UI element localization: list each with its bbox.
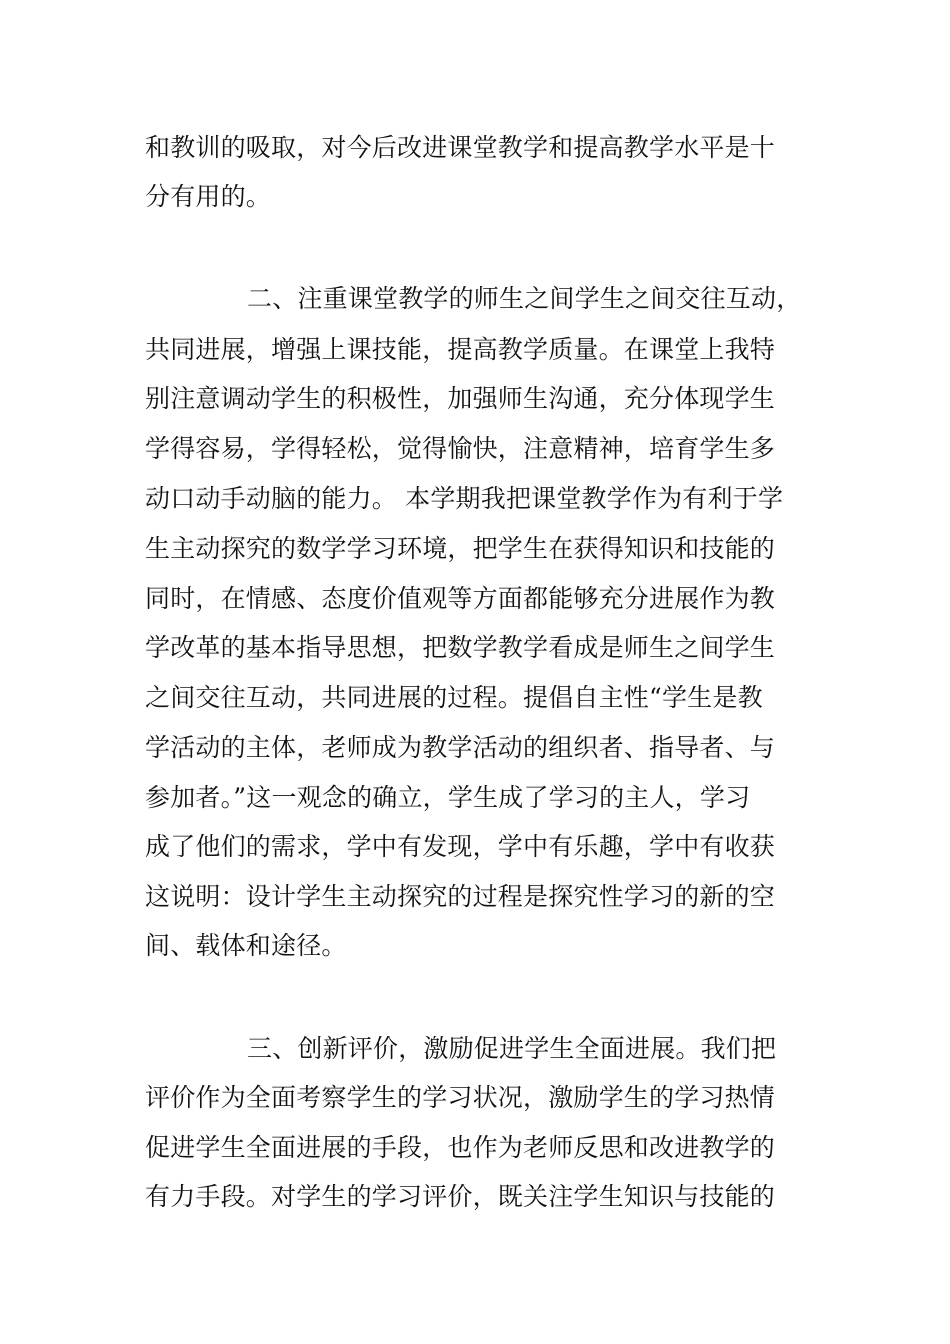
text-line: 动口动手动脑的能力。 本学期我把课堂教学作为有利于学 bbox=[145, 484, 784, 513]
text-line: 有力手段。对学生的学习评价，既关注学生知识与技能的 bbox=[145, 1182, 776, 1211]
text-line: 促进学生全面进展的手段，也作为老师反思和改进教学的 bbox=[145, 1133, 776, 1162]
text-line: 学得容易，学得轻松，觉得愉快，注意精神，培育学生多 bbox=[145, 434, 776, 463]
text-line: 生主动探究的数学学习环境，把学生在获得知识和技能的 bbox=[145, 534, 776, 563]
text-line: 评价作为全面考察学生的学习状况，激励学生的学习热情 bbox=[145, 1083, 776, 1112]
text-line: 三、创新评价，激励促进学生全面进展。我们把 bbox=[247, 1034, 777, 1063]
text-line: 别注意调动学生的积极性，加强师生沟通，充分体现学生 bbox=[145, 384, 776, 413]
text-line: 同时，在情感、态度价值观等方面都能够充分进展作为教 bbox=[145, 584, 776, 613]
text-line: 共同进展，增强上课技能，提高教学质量。在课堂上我特 bbox=[145, 335, 776, 364]
text-line: 学改革的基本指导思想，把数学教学看成是师生之间学生 bbox=[145, 633, 776, 662]
text-line: 这说明：设计学生主动探究的过程是探究性学习的新的空 bbox=[145, 882, 776, 911]
text-line: 学活动的主体，老师成为教学活动的组织者、指导者、与 bbox=[145, 733, 776, 762]
text-line: 之间交往互动，共同进展的过程。提倡自主性“学生是教 bbox=[145, 683, 763, 712]
text-line: 成了他们的需求，学中有发现，学中有乐趣，学中有收获 bbox=[145, 832, 776, 861]
text-line: 二、注重课堂教学的师生之间学生之间交往互动， bbox=[247, 284, 802, 313]
text-line: 分有用的。 bbox=[145, 182, 272, 211]
text-line: 参加者。”这一观念的确立，学生成了学习的主人，学习 bbox=[145, 783, 751, 812]
text-line: 和教训的吸取，对今后改进课堂教学和提高教学水平是十 bbox=[145, 133, 776, 162]
text-line: 间、载体和途径。 bbox=[145, 931, 347, 960]
